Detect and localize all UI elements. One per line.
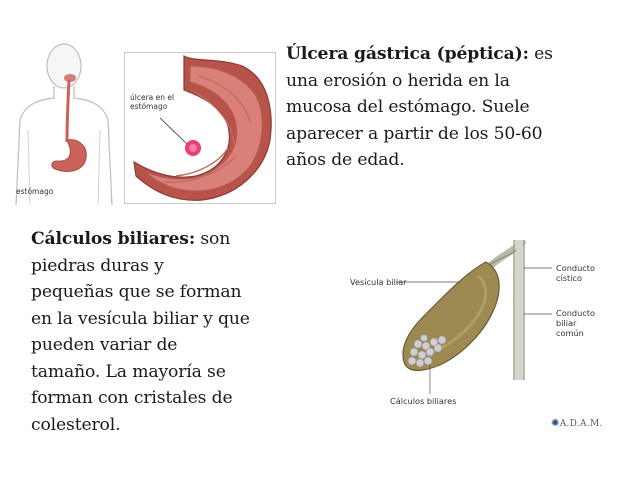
- ulcer-title: Úlcera gástrica (péptica):: [286, 44, 529, 64]
- gallbladder-label: Vesícula biliar: [350, 277, 407, 287]
- ulcer-line-2: mucosa del estómago. Suele: [286, 97, 530, 117]
- gallstones-line-1: piedras duras y: [31, 255, 164, 276]
- gallstones-line-0: son: [195, 229, 231, 249]
- ulcer-line-4: años de edad.: [286, 150, 405, 170]
- stomach-ulcer-figure: [124, 52, 276, 204]
- gallstones-line-4: pueden variar de: [31, 335, 178, 355]
- gallstones-line-5: tamaño. La mayoría se: [31, 361, 226, 382]
- ulcer-label: úlcera en el estómago: [130, 93, 175, 111]
- ulcer-paragraph: [286, 41, 631, 174]
- common-bile-duct-label: [556, 308, 595, 338]
- gallstones-title: Cálculos biliares:: [31, 229, 196, 249]
- ulcer-line-1: una erosión o herida en la: [286, 70, 510, 91]
- gallbladder-figure: [338, 240, 610, 440]
- gallstones-paragraph: [31, 226, 303, 438]
- common-bile-duct-label-line-2: biliar: [556, 318, 577, 328]
- gallstones-line-2: pequeñas que se forman: [31, 282, 242, 302]
- adam-logo: [551, 418, 603, 429]
- gallstones-line-6: forman con cristales de: [31, 388, 233, 408]
- adam-logo-icon: ✺: [551, 418, 560, 429]
- common-bile-duct-label-line-3: común: [556, 328, 584, 338]
- gallstones-line-7: colesterol.: [31, 414, 121, 435]
- common-bile-duct-label-line-1: Conducto: [556, 308, 596, 318]
- body-silhouette-figure: [14, 40, 114, 205]
- cystic-duct-label: [556, 263, 595, 283]
- gallstones-label: Cálculos biliares: [390, 396, 457, 406]
- gallstones-line-3: en la vesícula biliar y que: [31, 308, 250, 329]
- ulcer-line-3: aparecer a partir de los 50-60: [286, 123, 543, 144]
- cystic-duct-label-line-2: cístico: [556, 273, 583, 283]
- adam-logo-text: A.D.A.M.: [559, 419, 603, 429]
- ulcer-line-0: es: [528, 44, 553, 64]
- stomach-label: estómago: [16, 187, 54, 196]
- cystic-duct-label-line-1: Conducto: [556, 263, 596, 273]
